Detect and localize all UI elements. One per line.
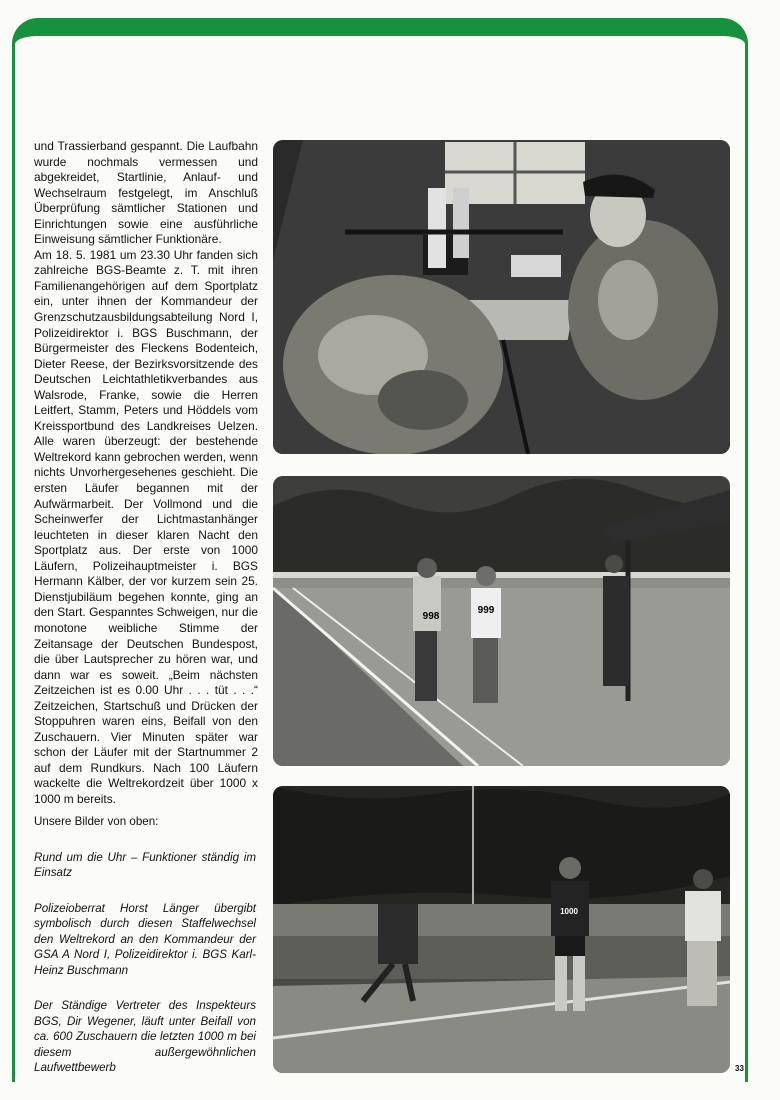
- bib-number: 1000: [560, 907, 578, 916]
- caption-item: Der Ständige Vertreter des Inspekteurs BGS, Dir Wegener, läuft unter Beifall von ca. 600 Zuschauern die letzten 1000 m bei diesem außergewöhnlichen Laufwettbewerb: [34, 999, 256, 1074]
- photo-relay-handover: [273, 476, 730, 766]
- photo-captions: [34, 814, 256, 1096]
- paragraph: und Trassierband gespannt. Die Laufbahn wurde nochmals vermessen und abgekreidet, Startlinie, Anlauf- und Wechselraum festgelegt, im Anschluß Überprüfung sämtlicher Stationen und Einrichtungen sowie eine ausführliche Einweisung sämtlicher Funktionäre.: [34, 139, 258, 247]
- caption-item: Rund um die Uhr – Funktioner ständig im Einsatz: [34, 850, 256, 879]
- photo-final-runner: [273, 786, 730, 1073]
- bib-number: 999: [477, 605, 495, 616]
- bib-number: 998: [422, 611, 440, 622]
- captions-heading: Unsere Bilder von oben:: [34, 815, 159, 828]
- article-body: [34, 139, 258, 808]
- page-number: 33: [735, 1064, 744, 1073]
- photo-officials-tent: [273, 140, 730, 454]
- paragraph: Am 18. 5. 1981 um 23.30 Uhr fanden sich zahlreiche BGS-Beamte z. T. mit ihren Familienangehörigen auf dem Sportplatz ein, unter ihnen der Kommandeur der Grenzschutzausbildungsabteilung Nord I, Polizeidirektor i. BGS Buschmann, der Bürgermeister des Fleckens Bodenteich, Dieter Reese, der Bezirksvorsitzende des Deutschen Leichtathletikverbandes aus Walsrode, Franke, sowie die Herren Leitfert, Stamm, Peters und Höddels vom Kreissportbund des Landkreises Uelzen. Alle waren überzeugt: der bestehende Weltrekord kann gebrochen werden, wenn nichts Unvorhergesehenes geschieht. Die ersten Läufer begannen mit der Aufwärmarbeit. Der Vollmond und die Scheinwerfer der Lichtmastanhänger leuchteten in dieser klaren Nacht den Sportplatz aus. Der erste von 1000 Läufern, Polizeihauptmeister i. BGS Hermann Kälber, der vor kurzem sein 25. Dienstjubiläum begehen konnte, ging an den Start. Gespanntes Schweigen, nur die monotone weibliche Stimme der Zeitansage der Deutschen Bundespost, die über Lautsprecher zu hören war, und dann war es soweit. „Beim nächsten Zeitzeichen ist es 0.00 Uhr . . . tüt . . .“ Zeitzeichen, Startschuß und Drücken der Stoppuhren waren eins, Beifall von den Zuschauern. Vier Minuten später war schon der Läufer mit der Startnummer 2 auf dem Rundkurs. Nach 100 Läufern wackelte die Weltrekordzeit über 1000 x 1000 m bereits.: [34, 247, 258, 806]
- caption-item: Polizeioberrat Horst Länger übergibt symbolisch durch diesen Staffelwechsel den Weltrekord an den Kommandeur der GSA A Nord I, Polizeidirektor i. BGS Karl-Heinz Buschmann: [34, 901, 256, 977]
